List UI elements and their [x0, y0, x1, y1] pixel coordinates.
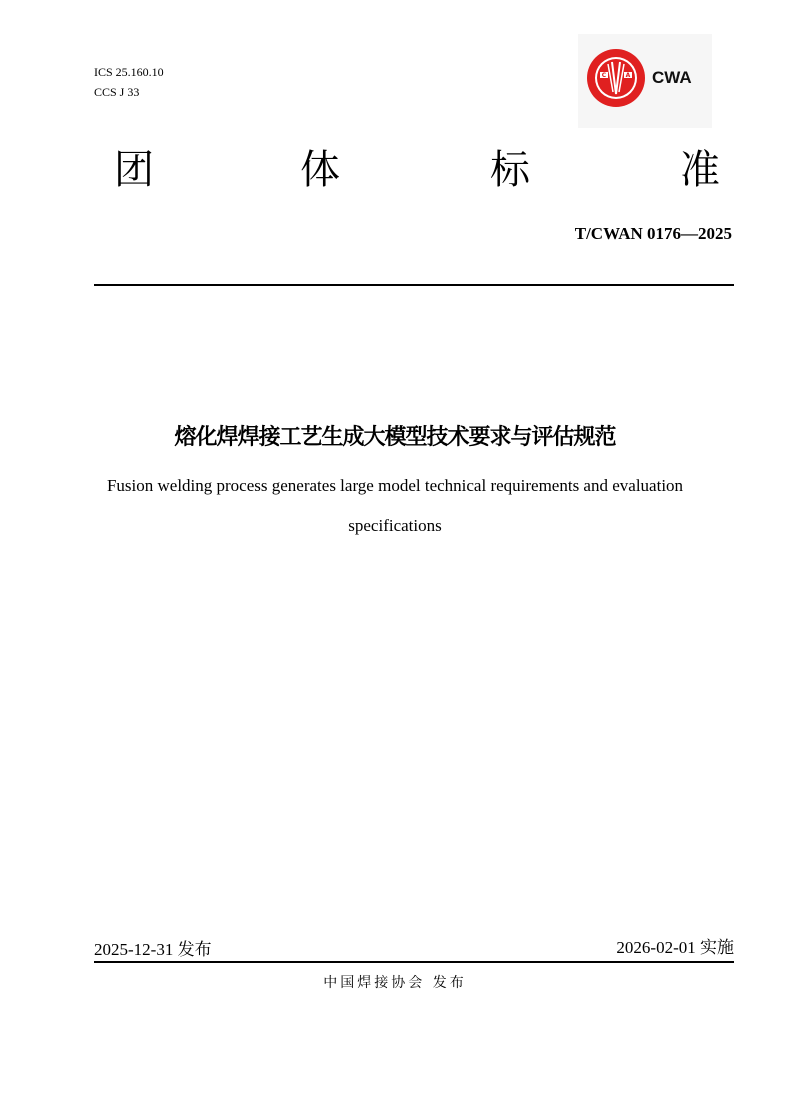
release-date [94, 935, 212, 960]
implementation-date-value: 2026-02-01 [616, 938, 696, 957]
release-date-value: 2025-12-31 [94, 940, 174, 959]
title-chinese: 熔化焊焊接工艺生成大模型技术要求与评估规范 [174, 425, 616, 450]
doc-type-char: 标 [490, 147, 530, 193]
top-divider [94, 284, 734, 286]
document-type-heading [0, 138, 790, 198]
doc-type-char: 体 [300, 147, 340, 193]
svg-text:C: C [601, 72, 607, 79]
bottom-divider [94, 961, 734, 963]
cwa-logo [578, 34, 712, 128]
implementation-date [616, 933, 734, 958]
title-english: Fusion welding process generates large model technical requirements and evaluation specifications [106, 476, 684, 535]
doc-type-char: 准 [680, 147, 720, 193]
ccs-code: CCS J 33 [94, 85, 140, 99]
classification-codes [94, 62, 164, 102]
doc-type-char: 团 [114, 147, 154, 193]
ics-code: ICS 25.160.10 [94, 65, 164, 79]
standard-number: T/CWAN 0176—2025 [574, 224, 732, 243]
implementation-label: 实施 [700, 938, 734, 958]
logo-text: CWA [652, 68, 692, 87]
release-label: 发布 [177, 940, 212, 960]
svg-text:A: A [625, 72, 631, 79]
cwa-seal-icon [586, 48, 646, 108]
publisher-line: 中国焊接协会 发布 [323, 975, 467, 991]
